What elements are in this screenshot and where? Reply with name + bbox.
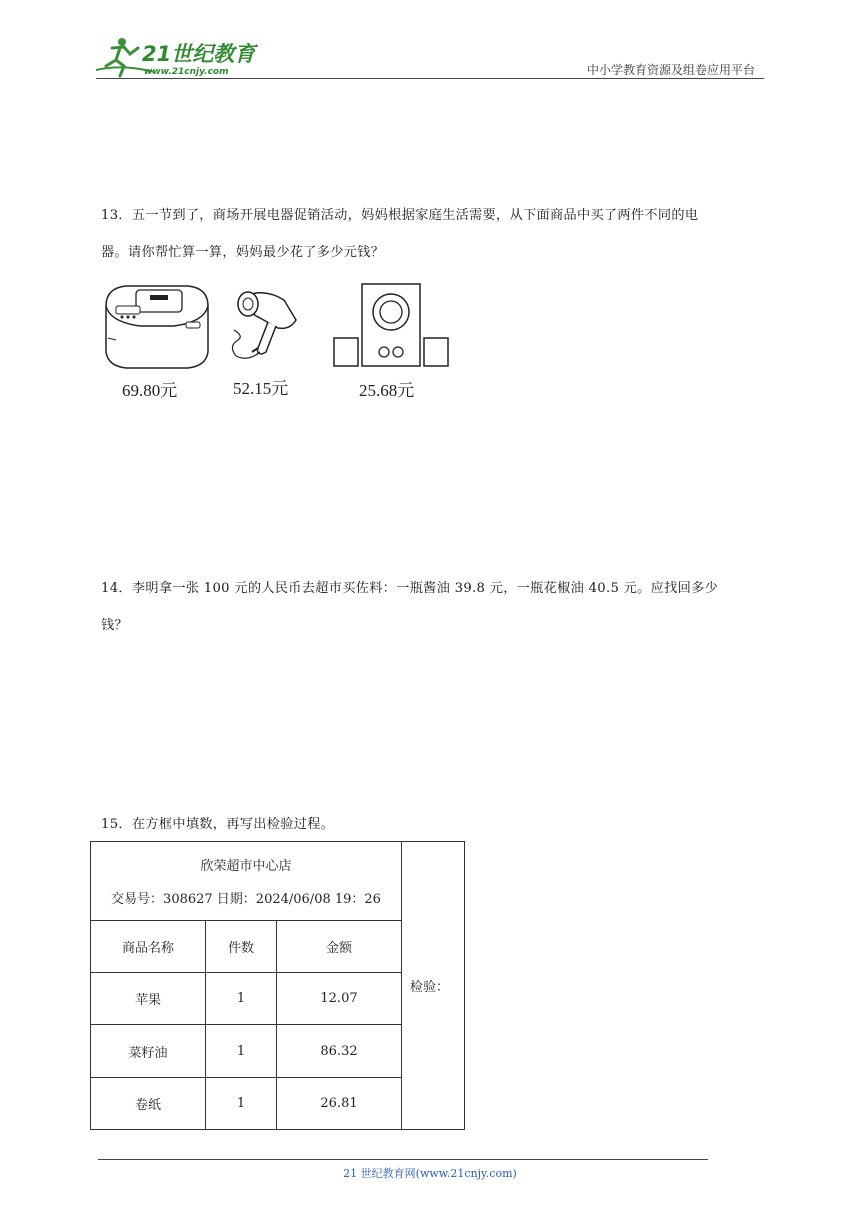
- site-logo: [94, 34, 264, 80]
- item-name: 卷纸: [91, 1078, 206, 1130]
- footer-link[interactable]: 21 世纪教育网(www.21cnjy.com): [343, 1167, 517, 1180]
- item-qty: 1: [206, 1025, 277, 1078]
- product-price-3: 25.68元: [359, 381, 415, 400]
- check-cell: [402, 842, 465, 1130]
- transaction-info: 交易号：308627 日期：2024/06/08 19：26: [111, 892, 381, 907]
- hair-dryer-icon: [224, 286, 304, 364]
- question-15: [101, 806, 763, 843]
- column-header-name: 商品名称: [91, 921, 206, 973]
- item-qty: 1: [206, 973, 277, 1025]
- question-13-line-2: 器。请你帮忙算一算，妈妈最少花了多少元钱？: [101, 245, 385, 260]
- question-13-line-1: 13．五一节到了，商场开展电器促销活动，妈妈根据家庭生活需要，从下面商品中买了两件不同的电: [101, 208, 699, 223]
- site-tagline: 中小学教育资源及组卷应用平台: [586, 63, 755, 77]
- question-14: [101, 570, 763, 644]
- question-14-line-2: 钱？: [101, 618, 128, 633]
- logo-text: 21世纪教育: [142, 42, 256, 66]
- column-header-amount: 金额: [277, 921, 402, 973]
- receipt-table: [90, 841, 465, 1130]
- store-name: 欣荣超市中心店: [200, 859, 292, 874]
- check-label: 检验：: [410, 980, 450, 995]
- column-header-qty: 件数: [206, 921, 277, 973]
- product-images: [100, 282, 460, 402]
- item-amount: 12.07: [277, 973, 402, 1025]
- item-amount: 86.32: [277, 1025, 402, 1078]
- speaker-icon: [332, 282, 452, 368]
- question-13: [101, 197, 763, 271]
- rice-cooker-icon: [100, 282, 212, 370]
- product-price-1: 69.80元: [122, 381, 178, 400]
- question-14-line-1: 14．李明拿一张 100 元的人民币去超市买佐料：一瓶酱油 39.8 元，一瓶花椒油 40.5 元。应找回多少: [101, 581, 719, 596]
- product-price-2: 52.15元: [233, 379, 289, 398]
- header-divider: [96, 78, 764, 79]
- item-name: 苹果: [91, 973, 206, 1025]
- item-name: 菜籽油: [91, 1025, 206, 1078]
- item-qty: 1: [206, 1078, 277, 1130]
- logo-url: www.21cnjy.com: [144, 67, 229, 77]
- item-amount: 26.81: [277, 1078, 402, 1130]
- receipt-header-cell: [91, 842, 402, 921]
- question-15-line-1: 15．在方框中填数，再写出检验过程。: [101, 817, 335, 832]
- footer-divider: [98, 1159, 708, 1160]
